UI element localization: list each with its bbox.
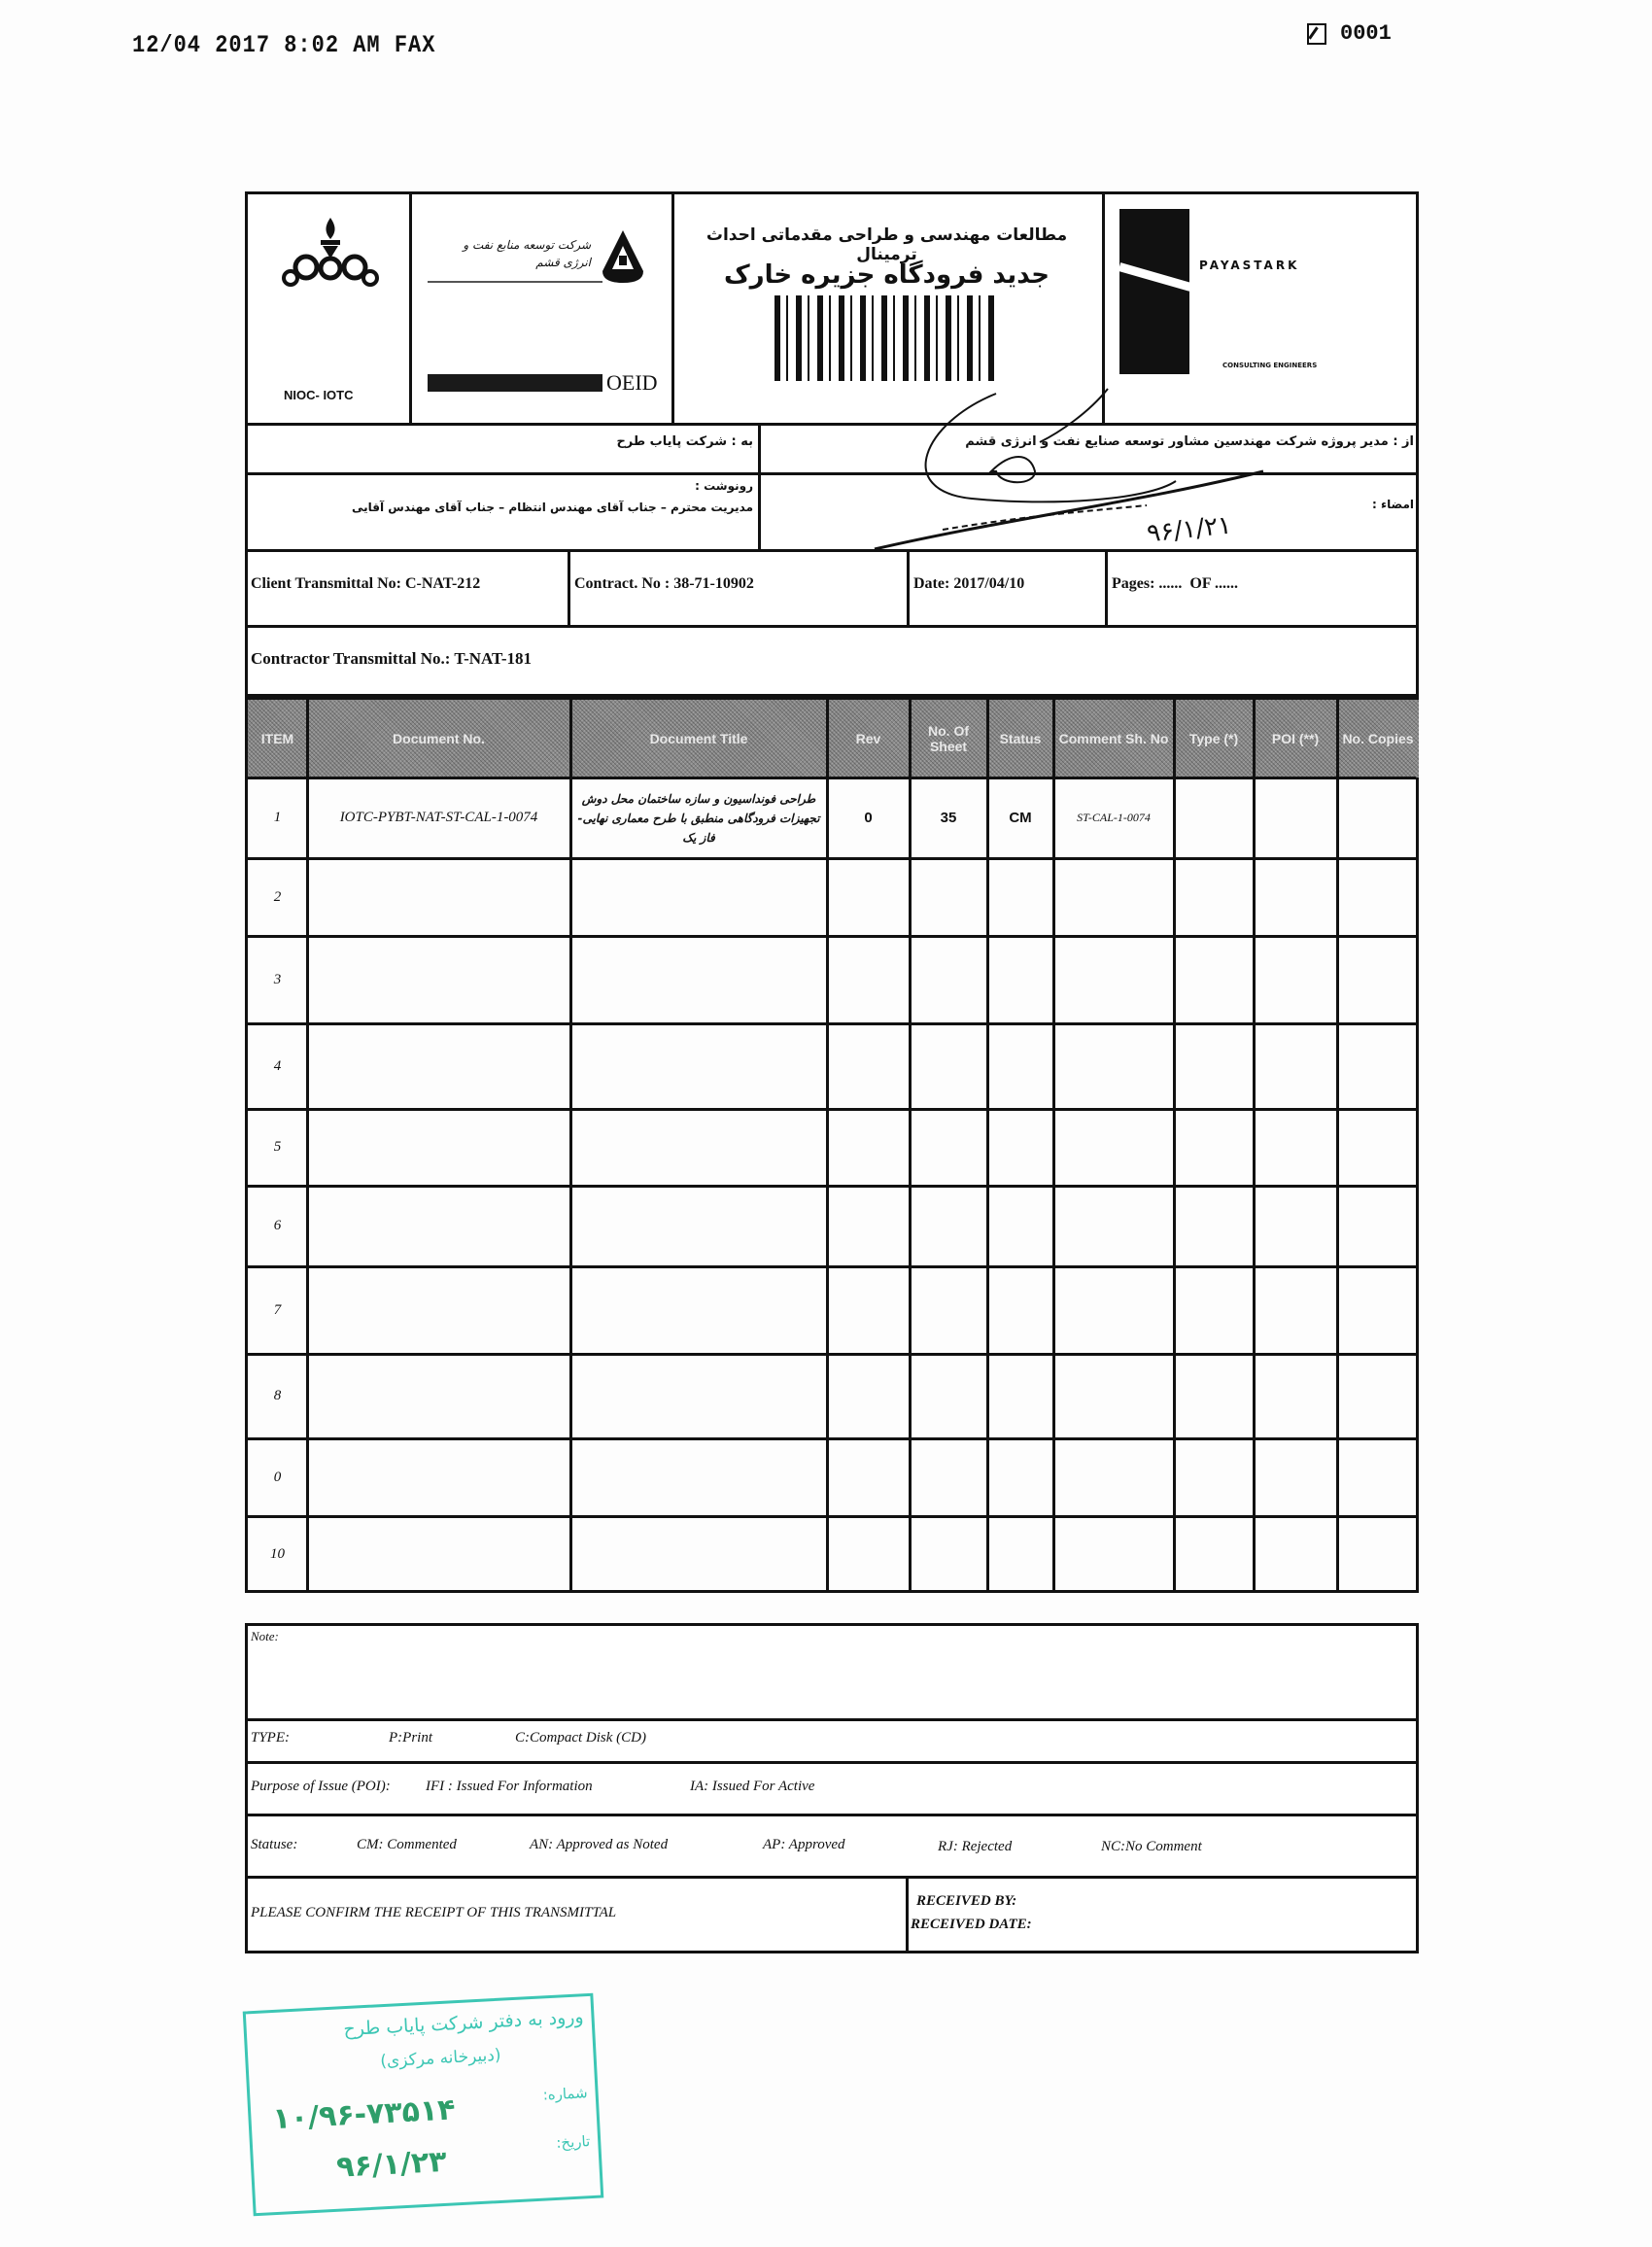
cell-sheets bbox=[912, 1440, 984, 1514]
cell-title bbox=[573, 860, 824, 934]
oeid-company-name: شرکت توسعه منابع نفت و انرژی قشم bbox=[463, 238, 591, 269]
stamp-number-label: شماره: bbox=[542, 2084, 589, 2104]
cell-copies bbox=[1340, 1268, 1416, 1352]
cell-copies bbox=[1340, 779, 1416, 856]
cc-label: رونوشت : bbox=[695, 479, 753, 493]
cell-status bbox=[990, 1111, 1050, 1184]
cell-title bbox=[573, 1268, 824, 1352]
cell-comment-sh: ST-CAL-1-0074 bbox=[1077, 811, 1151, 824]
cell-sheets bbox=[912, 1188, 984, 1264]
cell-status bbox=[990, 1356, 1050, 1436]
cell-title bbox=[573, 1111, 824, 1184]
cell-comment-sh bbox=[1056, 938, 1171, 1021]
stamp-line1: ورود به دفتر شرکت پایاب طرح bbox=[342, 2006, 585, 2041]
cell-sheets bbox=[912, 1518, 984, 1591]
stamp-date: ۹۶/۱/۲۳ bbox=[335, 2144, 448, 2185]
cell-comment-sh bbox=[1056, 1356, 1171, 1436]
cell-doc-no bbox=[310, 860, 568, 934]
cell-comment-sh bbox=[1056, 1025, 1171, 1107]
payastark-mark-icon bbox=[1119, 209, 1189, 374]
table-row bbox=[248, 936, 1416, 1023]
column-header: Type (*) bbox=[1174, 700, 1254, 778]
project-title-line2: جدید فرودگاه جزیره خارک bbox=[724, 260, 1050, 290]
cell-copies bbox=[1340, 938, 1416, 1021]
cell-poi bbox=[1256, 860, 1334, 934]
stamp-date-label: تاریخ: bbox=[555, 2132, 591, 2152]
column-header: No. Of Sheet bbox=[910, 700, 987, 778]
cell-poi bbox=[1256, 1440, 1334, 1514]
type-cd: C:Compact Disk (CD) bbox=[515, 1730, 646, 1746]
column-header: Rev bbox=[827, 700, 910, 778]
cell-comment-sh bbox=[1056, 1188, 1171, 1264]
status-label: Statuse: bbox=[251, 1837, 298, 1852]
document-table bbox=[245, 697, 1419, 1593]
cell-doc-no bbox=[310, 1111, 568, 1184]
cell-item: 3 bbox=[273, 971, 282, 987]
cell-poi bbox=[1256, 1356, 1334, 1436]
cell-rev bbox=[830, 938, 907, 1021]
cell-copies bbox=[1340, 1356, 1416, 1436]
pages-field: Pages: ...... OF ...... bbox=[1112, 575, 1239, 592]
column-header: No. Copies bbox=[1337, 700, 1419, 778]
table-row bbox=[248, 1186, 1416, 1266]
cell-type bbox=[1177, 1268, 1251, 1352]
cc-field: مدیریت محترم – جناب آقای مهندس انتظام – جناب آقای مهندس آقایی bbox=[351, 501, 753, 514]
cell-item: 6 bbox=[273, 1218, 282, 1233]
confirm-receipt: PLEASE CONFIRM THE RECEIPT OF THIS TRANSMITTAL bbox=[251, 1905, 617, 1920]
cell-poi bbox=[1256, 1025, 1334, 1107]
payastark-name: PAYASTARK bbox=[1199, 259, 1300, 272]
cell-status bbox=[990, 1518, 1050, 1591]
cell-sheets bbox=[912, 938, 984, 1021]
oeid-black-bar bbox=[428, 374, 602, 392]
to-field: به : شرکت پایاب طرح bbox=[616, 434, 753, 449]
cell-rev bbox=[830, 860, 907, 934]
cell-item: 1 bbox=[273, 810, 282, 825]
signature-label: امضاء : bbox=[1372, 498, 1414, 511]
cell-doc-no bbox=[310, 1188, 568, 1264]
table-row bbox=[248, 1266, 1416, 1354]
received-date: RECEIVED DATE: bbox=[911, 1917, 1032, 1932]
transmittal-date: Date: 2017/04/10 bbox=[913, 575, 1025, 592]
type-label: TYPE: bbox=[251, 1730, 291, 1746]
stamp-number: ۱۰/۹۶-۷۳۵۱۴ bbox=[271, 2092, 457, 2137]
status-rj: RJ: Rejected bbox=[938, 1839, 1013, 1854]
cell-sheets bbox=[912, 1025, 984, 1107]
handwritten-date: ۹۶/۱/۲۱ bbox=[1145, 510, 1233, 549]
poi-label: Purpose of Issue (POI): bbox=[251, 1779, 391, 1794]
cell-sheets bbox=[912, 1356, 984, 1436]
project-title-barcode-art bbox=[774, 295, 998, 381]
cell-title bbox=[573, 1188, 824, 1264]
project-title-line1: مطالعات مهندسی و طراحی مقدماتی احداث ترمینال bbox=[706, 225, 1068, 264]
cell-copies bbox=[1340, 1025, 1416, 1107]
cell-rev bbox=[830, 1518, 907, 1591]
page-icon bbox=[1307, 23, 1326, 45]
cell-sheets bbox=[912, 1268, 984, 1352]
cell-poi bbox=[1256, 938, 1334, 1021]
cell-status bbox=[990, 860, 1050, 934]
cell-item: 10 bbox=[270, 1546, 285, 1562]
cell-item: 7 bbox=[273, 1301, 282, 1318]
cell-sheets: 35 bbox=[940, 810, 957, 826]
type-print: P:Print bbox=[389, 1730, 432, 1746]
column-header: Status bbox=[987, 700, 1053, 778]
cell-doc-no: IOTC-PYBT-NAT-ST-CAL-1-0074 bbox=[339, 810, 538, 825]
status-cm: CM: Commented bbox=[357, 1837, 457, 1852]
table-row bbox=[248, 858, 1416, 936]
contract-no: Contract. No : 38-71-10902 bbox=[574, 575, 754, 592]
cell-item: 0 bbox=[273, 1469, 282, 1485]
page-number-text: 0001 bbox=[1340, 21, 1392, 46]
oeid-logo bbox=[428, 219, 661, 413]
cell-rev bbox=[830, 1440, 907, 1514]
stamp-line2: (دبیرخانه مرکزی) bbox=[379, 2045, 501, 2072]
cell-type bbox=[1177, 779, 1251, 856]
column-header: ITEM bbox=[248, 700, 307, 778]
status-an: AN: Approved as Noted bbox=[530, 1837, 669, 1852]
cell-type bbox=[1177, 1356, 1251, 1436]
cell-title bbox=[573, 1356, 824, 1436]
table-row bbox=[248, 778, 1416, 858]
payastark-caption: CONSULTING ENGINEERS bbox=[1222, 362, 1318, 369]
status-ap: AP: Approved bbox=[763, 1837, 845, 1852]
nioc-emblem-icon bbox=[277, 214, 384, 292]
fax-timestamp: 12/04 2017 8:02 AM FAX bbox=[132, 31, 436, 59]
column-header: Comment Sh. No bbox=[1053, 700, 1174, 778]
cell-copies bbox=[1340, 1111, 1416, 1184]
cell-poi bbox=[1256, 1188, 1334, 1264]
nioc-caption: NIOC- IOTC bbox=[284, 388, 354, 402]
cell-poi bbox=[1256, 1518, 1334, 1591]
cell-doc-no bbox=[310, 1518, 568, 1591]
poi-ifi: IFI : Issued For Information bbox=[426, 1779, 593, 1794]
cell-copies bbox=[1340, 860, 1416, 934]
cell-type bbox=[1177, 1025, 1251, 1107]
cell-type bbox=[1177, 1518, 1251, 1591]
cell-item: 5 bbox=[273, 1139, 282, 1155]
table-row bbox=[248, 1023, 1416, 1109]
cell-status: CM bbox=[1009, 810, 1032, 826]
cell-type bbox=[1177, 1111, 1251, 1184]
cell-title bbox=[573, 1025, 824, 1107]
cell-rev: 0 bbox=[864, 810, 873, 826]
cell-poi bbox=[1256, 779, 1334, 856]
cell-poi bbox=[1256, 1268, 1334, 1352]
cell-sheets bbox=[912, 860, 984, 934]
table-row bbox=[248, 1109, 1416, 1186]
signature-scribble bbox=[855, 384, 1322, 554]
cell-title bbox=[573, 1440, 824, 1514]
table-row bbox=[248, 1516, 1416, 1593]
cell-item: 2 bbox=[273, 888, 282, 905]
cell-doc-no bbox=[310, 1025, 568, 1107]
column-header: Document Title bbox=[570, 700, 827, 778]
footer-box bbox=[245, 1623, 1419, 1953]
cell-type bbox=[1177, 860, 1251, 934]
from-field: از : مدیر پروژه شرکت مهندسین مشاور توسعه صنایع نفت و انرژی قشم bbox=[965, 434, 1414, 449]
note-label: Note: bbox=[251, 1629, 279, 1643]
cell-rev bbox=[830, 1356, 907, 1436]
cell-doc-no bbox=[310, 1440, 568, 1514]
payastark-logo bbox=[1118, 204, 1409, 413]
cell-copies bbox=[1340, 1188, 1416, 1264]
cell-status bbox=[990, 1440, 1050, 1514]
receipt-stamp bbox=[243, 1993, 604, 2217]
table-row bbox=[248, 1354, 1416, 1438]
table-row bbox=[248, 1438, 1416, 1516]
client-transmittal-no: Client Transmittal No: C-NAT-212 bbox=[251, 575, 481, 592]
cell-poi bbox=[1256, 1111, 1334, 1184]
cell-status bbox=[990, 938, 1050, 1021]
received-by: RECEIVED BY: bbox=[916, 1893, 1017, 1909]
status-nc: NC:No Comment bbox=[1101, 1839, 1202, 1854]
cell-item: 4 bbox=[273, 1057, 282, 1074]
oeid-caption: OEID bbox=[606, 370, 658, 395]
cell-comment-sh bbox=[1056, 1440, 1171, 1514]
cell-rev bbox=[830, 1188, 907, 1264]
cell-item: 8 bbox=[273, 1388, 282, 1403]
contractor-transmittal-no: Contractor Transmittal No.: T-NAT-181 bbox=[251, 649, 532, 668]
oeid-drop-icon bbox=[601, 228, 645, 285]
cell-type bbox=[1177, 1188, 1251, 1264]
cell-rev bbox=[830, 1111, 907, 1184]
cell-type bbox=[1177, 938, 1251, 1021]
fax-page-number bbox=[1307, 21, 1392, 46]
cell-title bbox=[573, 938, 824, 1021]
cell-comment-sh bbox=[1056, 1518, 1171, 1591]
cell-comment-sh bbox=[1056, 1111, 1171, 1184]
cell-rev bbox=[830, 1268, 907, 1352]
cell-doc-no bbox=[310, 1268, 568, 1352]
cell-doc-no bbox=[310, 938, 568, 1021]
poi-ia: IA: Issued For Active bbox=[690, 1779, 815, 1794]
cell-rev bbox=[830, 1025, 907, 1107]
cell-status bbox=[990, 1268, 1050, 1352]
cell-title: طراحی فونداسیون و سازه ساختمان محل دوش تجهیزات فرودگاهی منطبق با طرح معماری نهایی- فاز یک bbox=[577, 791, 820, 845]
cell-type bbox=[1177, 1440, 1251, 1514]
cell-sheets bbox=[912, 1111, 984, 1184]
cell-doc-no bbox=[310, 1356, 568, 1436]
cell-status bbox=[990, 1025, 1050, 1107]
column-header: Document No. bbox=[307, 700, 570, 778]
cell-copies bbox=[1340, 1518, 1416, 1591]
cell-comment-sh bbox=[1056, 860, 1171, 934]
cell-comment-sh bbox=[1056, 1268, 1171, 1352]
cell-copies bbox=[1340, 1440, 1416, 1514]
nioc-logo bbox=[277, 214, 384, 292]
cell-title bbox=[573, 1518, 824, 1591]
cell-status bbox=[990, 1188, 1050, 1264]
column-header: POI (**) bbox=[1254, 700, 1337, 778]
